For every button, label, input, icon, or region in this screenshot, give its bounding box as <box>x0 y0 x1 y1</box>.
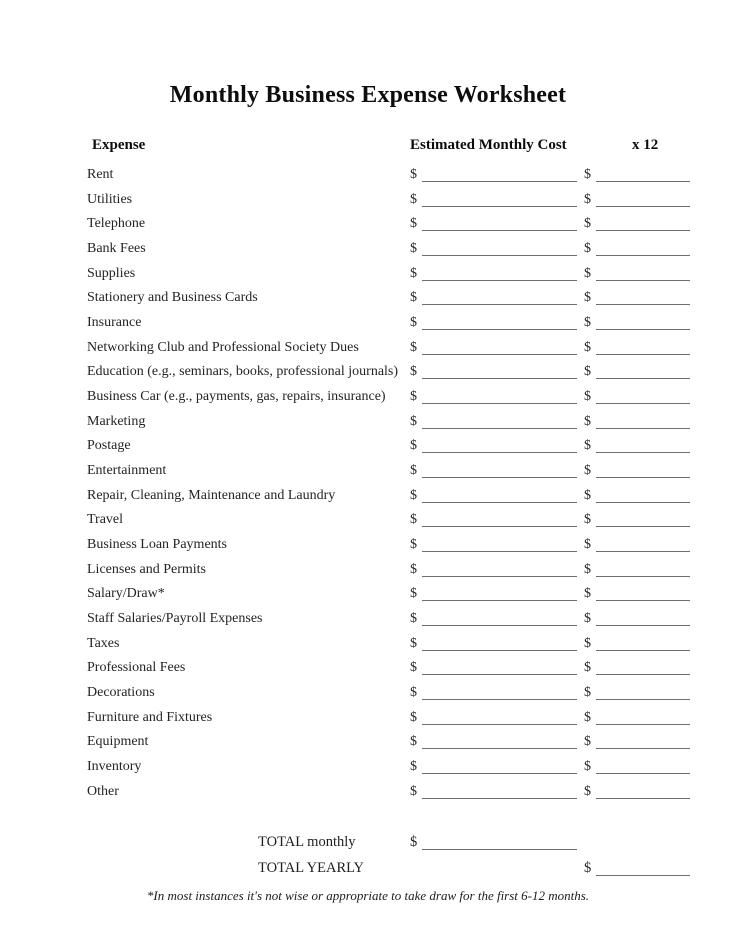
dollar-sign: $ <box>410 463 417 479</box>
dollar-sign: $ <box>584 315 591 331</box>
expense-label: Professional Fees <box>87 660 186 676</box>
page-title: Monthly Business Expense Worksheet <box>169 82 567 109</box>
yearly-blank-line <box>596 167 690 182</box>
dollar-sign: $ <box>584 463 591 479</box>
expense-row <box>0 607 736 632</box>
yearly-blank-line <box>596 611 690 626</box>
expense-label: Business Car (e.g., payments, gas, repairs, insurance) <box>87 389 386 405</box>
monthly-blank-line <box>422 266 577 281</box>
expense-row <box>0 558 736 583</box>
expense-label: Education (e.g., seminars, books, professional journals) <box>87 364 399 380</box>
yearly-blank-line <box>596 340 690 355</box>
monthly-cost-field <box>410 262 577 287</box>
expense-label: Staff Salaries/Payroll Expenses <box>87 611 263 627</box>
monthly-blank-line <box>422 512 577 527</box>
expense-row <box>0 188 736 213</box>
expense-label: Business Loan Payments <box>87 537 227 553</box>
dollar-sign: $ <box>584 537 591 553</box>
dollar-sign: $ <box>410 487 417 503</box>
expense-label: Other <box>87 783 119 799</box>
monthly-blank-line <box>422 685 577 700</box>
monthly-blank-line <box>422 562 577 577</box>
dollar-sign: $ <box>410 709 417 725</box>
yearly-cost-field <box>584 385 690 410</box>
yearly-blank-line <box>596 414 690 429</box>
total-monthly-label: TOTAL monthly <box>258 834 356 850</box>
monthly-cost-field <box>410 188 577 213</box>
monthly-blank-line <box>422 340 577 355</box>
total-yearly-label: TOTAL YEARLY <box>258 860 364 876</box>
expense-label: Insurance <box>87 315 142 331</box>
total-yearly-row <box>0 856 736 881</box>
dollar-sign: $ <box>410 759 417 775</box>
dollar-sign: $ <box>584 586 591 602</box>
yearly-cost-field <box>584 681 690 706</box>
dollar-sign: $ <box>410 512 417 528</box>
dollar-sign: $ <box>584 290 591 306</box>
expense-label: Marketing <box>87 413 146 429</box>
yearly-blank-line <box>596 438 690 453</box>
expense-row <box>0 311 736 336</box>
monthly-blank-line <box>422 241 577 256</box>
yearly-blank-line <box>596 241 690 256</box>
yearly-blank-line <box>596 364 690 379</box>
dollar-sign: $ <box>410 438 417 454</box>
monthly-cost-field <box>410 385 577 410</box>
expense-label: Licenses and Permits <box>87 561 206 577</box>
dollar-sign: $ <box>410 167 417 182</box>
dollar-sign: $ <box>584 487 591 503</box>
expense-row <box>0 163 736 188</box>
dollar-sign: $ <box>584 660 591 676</box>
yearly-blank-line <box>596 315 690 330</box>
yearly-cost-field <box>584 558 690 583</box>
expense-label: Repair, Cleaning, Maintenance and Laundry <box>87 487 336 503</box>
dollar-sign: $ <box>584 759 591 775</box>
monthly-cost-field <box>410 484 577 509</box>
yearly-blank-line <box>596 537 690 552</box>
monthly-cost-field <box>410 434 577 459</box>
monthly-cost-field <box>410 730 577 755</box>
dollar-sign: $ <box>584 265 591 281</box>
yearly-blank-line <box>596 290 690 305</box>
monthly-blank-line <box>422 660 577 675</box>
yearly-blank-line <box>596 192 690 207</box>
expense-label: Decorations <box>87 685 155 701</box>
dollar-sign: $ <box>584 438 591 454</box>
monthly-cost-field <box>410 336 577 361</box>
yearly-blank-line <box>596 266 690 281</box>
monthly-blank-line <box>422 636 577 651</box>
dollar-sign: $ <box>410 413 417 429</box>
dollar-sign: $ <box>410 537 417 553</box>
yearly-cost-field <box>584 410 690 435</box>
expense-row <box>0 656 736 681</box>
expense-label: Utilities <box>87 191 133 207</box>
monthly-blank-line <box>422 315 577 330</box>
monthly-cost-field <box>410 212 577 237</box>
dollar-sign: $ <box>584 709 591 725</box>
dollar-sign: $ <box>584 635 591 651</box>
total-monthly-field <box>410 830 577 855</box>
col-header-x12: x 12 <box>632 137 659 153</box>
expense-row <box>0 459 736 484</box>
dollar-sign: $ <box>584 413 591 429</box>
yearly-cost-field <box>584 706 690 731</box>
monthly-blank-line <box>422 290 577 305</box>
monthly-blank-line <box>422 784 577 799</box>
yearly-cost-field <box>584 163 690 188</box>
yearly-cost-field <box>584 508 690 533</box>
monthly-cost-field <box>410 632 577 657</box>
yearly-cost-field <box>584 755 690 780</box>
yearly-cost-field <box>584 459 690 484</box>
yearly-blank-line <box>596 636 690 651</box>
dollar-sign: $ <box>584 561 591 577</box>
dollar-sign: $ <box>584 685 591 701</box>
expense-row <box>0 434 736 459</box>
yearly-blank-line <box>596 512 690 527</box>
monthly-blank-line <box>422 364 577 379</box>
dollar-sign: $ <box>410 216 417 232</box>
expense-row <box>0 212 736 237</box>
monthly-blank-line <box>422 759 577 774</box>
dollar-sign: $ <box>410 315 417 331</box>
yearly-blank-line <box>596 463 690 478</box>
expense-row <box>0 632 736 657</box>
monthly-cost-field <box>410 558 577 583</box>
expense-rows <box>0 163 736 804</box>
monthly-cost-field <box>410 607 577 632</box>
monthly-blank-line <box>422 488 577 503</box>
dollar-sign: $ <box>410 241 417 257</box>
expense-label: Bank Fees <box>87 241 146 257</box>
yearly-cost-field <box>584 434 690 459</box>
yearly-blank-line <box>596 389 690 404</box>
monthly-blank-line <box>422 414 577 429</box>
yearly-blank-line <box>596 685 690 700</box>
yearly-cost-field <box>584 188 690 213</box>
dollar-sign: $ <box>584 389 591 405</box>
monthly-cost-field <box>410 163 577 188</box>
dollar-sign: $ <box>410 561 417 577</box>
yearly-cost-field <box>584 286 690 311</box>
monthly-cost-field <box>410 459 577 484</box>
expense-row <box>0 286 736 311</box>
expense-row <box>0 360 736 385</box>
monthly-cost-field <box>410 780 577 805</box>
expense-row <box>0 385 736 410</box>
monthly-cost-field <box>410 311 577 336</box>
monthly-cost-field <box>410 237 577 262</box>
yearly-blank-line <box>596 562 690 577</box>
total-yearly-blank-line <box>596 861 690 876</box>
total-monthly-row <box>0 830 736 855</box>
col-header-estimated-monthly-cost: Estimated Monthly Cost <box>410 137 567 153</box>
expense-label: Telephone <box>87 216 146 232</box>
expense-label: Inventory <box>87 759 142 775</box>
total-monthly-blank-line <box>422 835 577 850</box>
expense-label: Stationery and Business Cards <box>87 290 258 306</box>
expense-row <box>0 681 736 706</box>
dollar-sign: $ <box>410 586 417 602</box>
dollar-sign: $ <box>410 265 417 281</box>
total-yearly-field <box>584 856 690 881</box>
expense-label: Supplies <box>87 265 136 281</box>
expense-row <box>0 410 736 435</box>
monthly-blank-line <box>422 611 577 626</box>
dollar-sign: $ <box>584 860 592 876</box>
expense-label: Taxes <box>87 635 120 651</box>
expense-row <box>0 508 736 533</box>
dollar-sign: $ <box>584 241 591 257</box>
yearly-cost-field <box>584 360 690 385</box>
monthly-cost-field <box>410 286 577 311</box>
expense-row <box>0 706 736 731</box>
yearly-cost-field <box>584 632 690 657</box>
dollar-sign: $ <box>584 216 591 232</box>
monthly-blank-line <box>422 438 577 453</box>
dollar-sign: $ <box>410 660 417 676</box>
expense-row <box>0 730 736 755</box>
expense-label: Networking Club and Professional Society Dues <box>87 339 359 355</box>
dollar-sign: $ <box>584 364 591 380</box>
dollar-sign: $ <box>410 389 417 405</box>
yearly-cost-field <box>584 607 690 632</box>
yearly-cost-field <box>584 336 690 361</box>
monthly-cost-field <box>410 410 577 435</box>
dollar-sign: $ <box>410 339 417 355</box>
yearly-cost-field <box>584 311 690 336</box>
monthly-cost-field <box>410 706 577 731</box>
expense-row <box>0 237 736 262</box>
yearly-cost-field <box>584 656 690 681</box>
yearly-cost-field <box>584 262 690 287</box>
yearly-cost-field <box>584 237 690 262</box>
monthly-cost-field <box>410 360 577 385</box>
expense-label: Postage <box>87 438 131 454</box>
monthly-blank-line <box>422 537 577 552</box>
expense-row <box>0 780 736 805</box>
dollar-sign: $ <box>410 783 417 799</box>
monthly-blank-line <box>422 216 577 231</box>
monthly-blank-line <box>422 463 577 478</box>
expense-row <box>0 336 736 361</box>
dollar-sign: $ <box>584 339 591 355</box>
expense-row <box>0 533 736 558</box>
monthly-cost-field <box>410 681 577 706</box>
expense-row <box>0 582 736 607</box>
dollar-sign: $ <box>410 834 418 850</box>
yearly-cost-field <box>584 582 690 607</box>
monthly-blank-line <box>422 192 577 207</box>
yearly-blank-line <box>596 759 690 774</box>
dollar-sign: $ <box>410 364 417 380</box>
dollar-sign: $ <box>410 635 417 651</box>
monthly-cost-field <box>410 755 577 780</box>
monthly-blank-line <box>422 586 577 601</box>
expense-row <box>0 262 736 287</box>
footnote: *In most instances it's not wise or appropriate to take draw for the first 6-12 months. <box>146 888 590 903</box>
yearly-blank-line <box>596 710 690 725</box>
dollar-sign: $ <box>584 167 591 182</box>
expense-row <box>0 484 736 509</box>
monthly-cost-field <box>410 656 577 681</box>
monthly-blank-line <box>422 710 577 725</box>
col-header-expense: Expense <box>92 137 146 153</box>
monthly-cost-field <box>410 533 577 558</box>
yearly-cost-field <box>584 730 690 755</box>
dollar-sign: $ <box>410 290 417 306</box>
expense-label: Entertainment <box>87 463 167 479</box>
expense-label: Salary/Draw* <box>87 586 165 602</box>
yearly-cost-field <box>584 533 690 558</box>
dollar-sign: $ <box>410 685 417 701</box>
monthly-blank-line <box>422 734 577 749</box>
expense-label: Travel <box>87 512 124 528</box>
expense-label: Furniture and Fixtures <box>87 709 213 725</box>
yearly-blank-line <box>596 216 690 231</box>
dollar-sign: $ <box>410 611 417 627</box>
yearly-cost-field <box>584 484 690 509</box>
dollar-sign: $ <box>584 191 591 207</box>
yearly-cost-field <box>584 212 690 237</box>
dollar-sign: $ <box>410 191 417 207</box>
monthly-cost-field <box>410 582 577 607</box>
monthly-cost-field <box>410 508 577 533</box>
expense-row <box>0 755 736 780</box>
dollar-sign: $ <box>584 611 591 627</box>
monthly-blank-line <box>422 389 577 404</box>
yearly-cost-field <box>584 780 690 805</box>
dollar-sign: $ <box>584 512 591 528</box>
expense-label: Rent <box>87 167 114 182</box>
yearly-blank-line <box>596 784 690 799</box>
dollar-sign: $ <box>410 734 417 750</box>
yearly-blank-line <box>596 488 690 503</box>
expense-label: Equipment <box>87 734 149 750</box>
yearly-blank-line <box>596 660 690 675</box>
yearly-blank-line <box>596 586 690 601</box>
monthly-blank-line <box>422 167 577 182</box>
yearly-blank-line <box>596 734 690 749</box>
dollar-sign: $ <box>584 734 591 750</box>
column-headers <box>0 132 736 158</box>
dollar-sign: $ <box>584 783 591 799</box>
